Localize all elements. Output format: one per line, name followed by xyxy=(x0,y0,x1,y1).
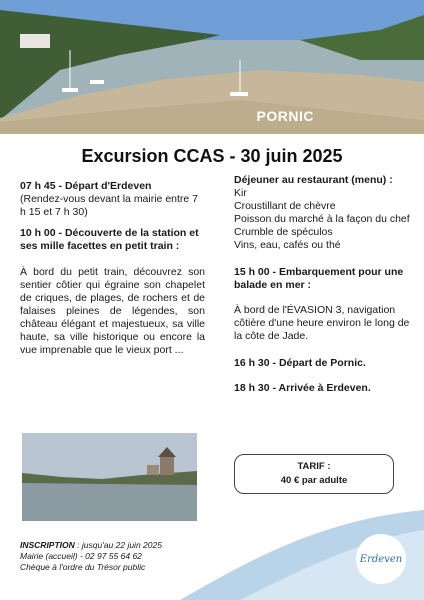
inscription-deadline: : jusqu'au 22 juin 2025 xyxy=(74,540,162,550)
lunch-heading: Déjeuner au restaurant (menu) : xyxy=(234,174,393,186)
footer-info xyxy=(20,540,220,573)
boat-heading: 15 h 00 - Embarquement pour une balade en mer : xyxy=(234,266,404,291)
boat-text: À bord de l'ÉVASION 3, navigation côtière d'une heure environ le long de la côte de Jade. xyxy=(234,304,410,342)
menu-item: Crumble de spéculos xyxy=(234,226,333,238)
tarif-box xyxy=(234,454,394,494)
hero-location-label: PORNIC xyxy=(256,108,314,124)
menu-item: Kir xyxy=(234,187,247,199)
menu-item: Vins, eau, cafés ou thé xyxy=(234,239,341,251)
tarif-label: TARIF : xyxy=(297,461,331,472)
left-column xyxy=(20,180,205,357)
train-text: À bord du petit train, découvrez son sentier côtier qui égraine son chapelet de criques, de plages, de rochers et de falaises pleines de légendes, son château élégant et majestueux, sa ville haute, sa ville historique ou encore la vue imprenable que le vieux port ... xyxy=(20,266,205,356)
inscription-label: INSCRIPTION xyxy=(20,540,75,550)
page-title: Excursion CCAS - 30 juin 2025 xyxy=(81,146,343,166)
departure-heading: 07 h 45 - Départ d'Erdeven xyxy=(20,180,152,192)
right-column xyxy=(234,174,412,395)
train-heading: 10 h 00 - Découverte de la station et ses mille facettes en petit train : xyxy=(20,227,199,252)
tarif-price: 40 € par adulte xyxy=(280,475,348,486)
departure-text: (Rendez-vous devant la mairie entre 7 h 15 et 7 h 30) xyxy=(20,193,199,218)
erdeven-logo xyxy=(356,534,406,584)
menu-item: Croustillant de chèvre xyxy=(234,200,336,212)
return-arrival: 18 h 30 - Arrivée à Erdeven. xyxy=(234,382,371,394)
hero-photo xyxy=(0,0,424,134)
return-departure: 16 h 30 - Départ de Pornic. xyxy=(234,357,366,369)
menu-item: Poisson du marché à la façon du chef xyxy=(234,213,410,225)
payment-info: Chèque à l'ordre du Trésor public xyxy=(20,562,146,572)
logo-text: Erdeven xyxy=(359,553,403,565)
contact-phone: Mairie (accueil) - 02 97 55 64 62 xyxy=(20,551,142,561)
